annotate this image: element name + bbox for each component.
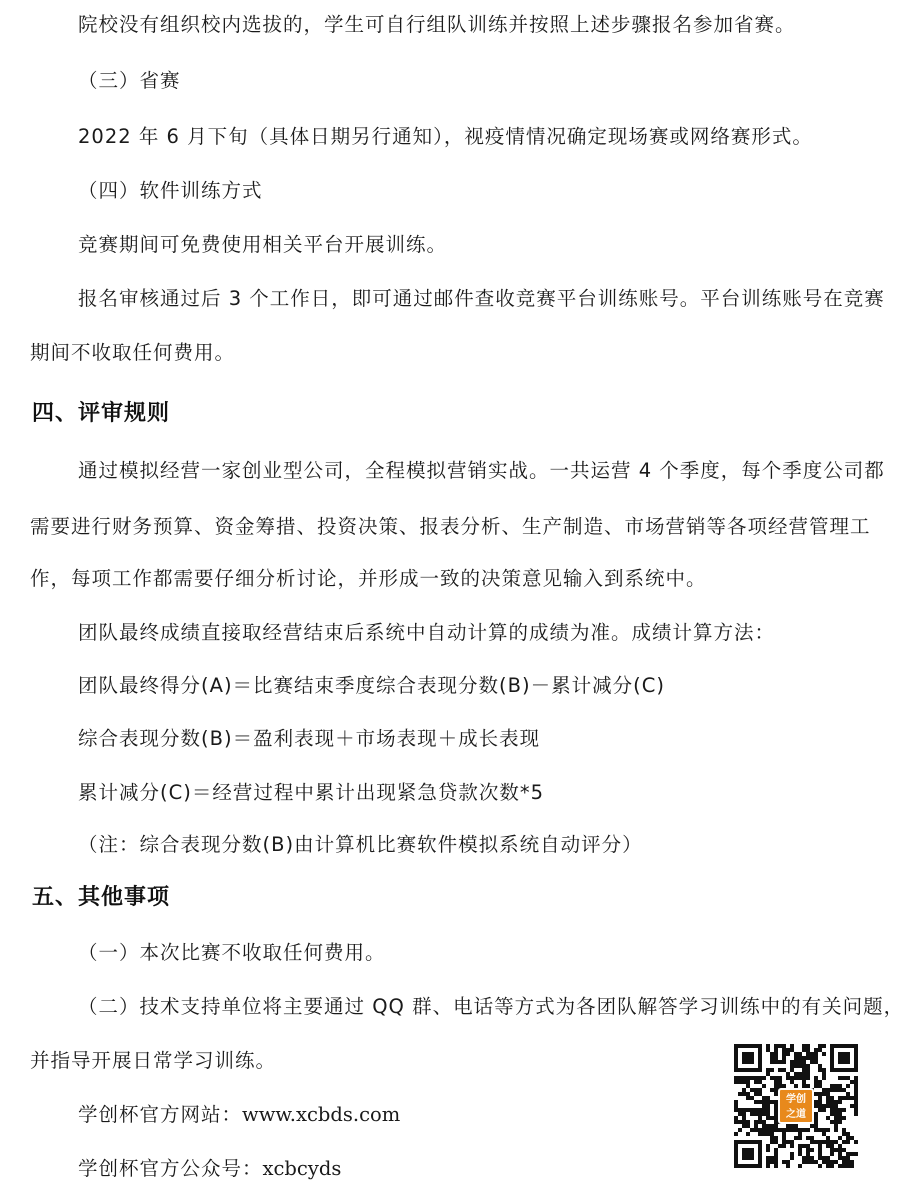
section-subheading: （四）软件训练方式 xyxy=(78,179,263,202)
section-subheading: （三）省赛 xyxy=(78,69,181,92)
qr-code xyxy=(734,1044,858,1168)
section-heading-review-rules: 四、评审规则 xyxy=(32,401,171,426)
paragraph-line: （二）技术支持单位将主要通过 QQ 群、电话等方式为各团队解答学习训练中的有关问题， xyxy=(78,995,904,1018)
paragraph-line: 通过模拟经营一家创业型公司，全程模拟营销实战。一共运营 4 个季度，每个季度公司都 xyxy=(78,459,885,482)
paragraph-line: 院校没有组织校内选拔的，学生可自行组队训练并按照上述步骤报名参加省赛。 xyxy=(78,13,796,36)
paragraph-line: 需要进行财务预算、资金筹措、投资决策、报表分析、生产制造、市场营销等各项经营管理工 xyxy=(30,515,871,538)
formula-line: 累计减分(C)＝经营过程中累计出现紧急贷款次数*5 xyxy=(78,781,544,804)
paragraph-line: （一）本次比赛不收取任何费用。 xyxy=(78,941,386,964)
wechat-account-label: 学创杯官方公众号： xyxy=(78,1157,263,1180)
paragraph-line: 团队最终成绩直接取经营结束后系统中自动计算的成绩为准。成绩计算方法： xyxy=(78,621,776,644)
official-account-line xyxy=(78,1156,341,1182)
section-heading-other-matters: 五、其他事项 xyxy=(32,885,171,910)
paragraph-line: 作，每项工作都需要仔细分析讨论，并形成一致的决策意见输入到系统中。 xyxy=(30,567,707,590)
official-website-line xyxy=(78,1102,400,1128)
wechat-account-value: xcbcyds xyxy=(262,1157,342,1180)
paragraph-line: 报名审核通过后 3 个工作日，即可通过邮件查收竞赛平台训练账号。平台训练账号在竞赛 xyxy=(78,287,885,310)
formula-line: 团队最终得分(A)＝比赛结束季度综合表现分数(B)－累计减分(C) xyxy=(78,674,665,697)
paragraph-line: 竞赛期间可免费使用相关平台开展训练。 xyxy=(78,233,448,256)
website-label: 学创杯官方网站： xyxy=(78,1103,243,1126)
website-url-link[interactable]: www.xcbds.com xyxy=(242,1103,401,1126)
qr-logo-icon: 学创 之道 xyxy=(778,1088,814,1124)
paragraph-line: 并指导开展日常学习训练。 xyxy=(30,1049,277,1072)
paragraph-line: 2022 年 6 月下旬（具体日期另行通知），视疫情情况确定现场赛或网络赛形式。 xyxy=(78,125,813,148)
paragraph-line: 期间不收取任何费用。 xyxy=(30,341,236,364)
formula-line: 综合表现分数(B)＝盈利表现＋市场表现＋成长表现 xyxy=(78,727,541,750)
note-line: （注：综合表现分数(B)由计算机比赛软件模拟系统自动评分） xyxy=(78,833,643,856)
